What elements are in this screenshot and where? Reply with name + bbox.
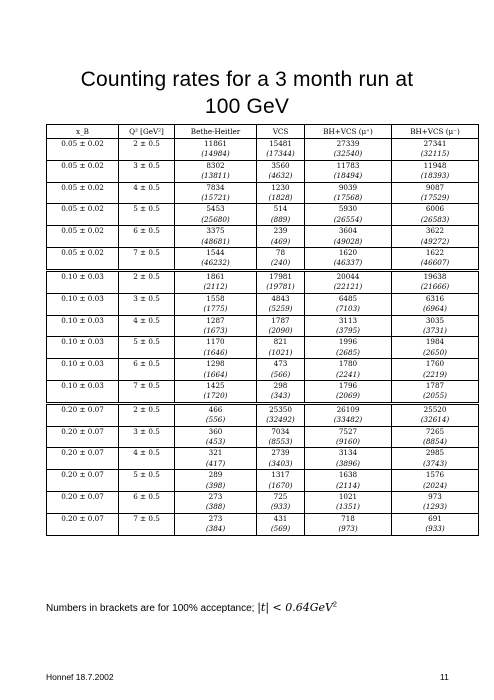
- bethe-heitler-cell: 11861: [175, 139, 257, 150]
- bh-vcs-mu-minus-cell: 25520: [392, 403, 479, 415]
- bethe-heitler-cell-acceptance: (1775): [175, 304, 257, 315]
- empty-cell: [47, 437, 119, 448]
- empty-cell: [47, 171, 119, 182]
- footnote-math: |t| < 0.64GeV: [257, 601, 333, 614]
- title-line-1: Counting rates for a 3 month run at: [80, 68, 414, 91]
- xb-cell: 0.10 ± 0.03: [47, 337, 119, 348]
- bethe-heitler-cell-acceptance: (453): [175, 437, 257, 448]
- table-row-acceptance: [47, 348, 479, 359]
- bh-vcs-mu-minus-cell: 1760: [392, 359, 479, 370]
- vcs-cell: 821: [257, 337, 305, 348]
- header-xb: x_B: [47, 125, 119, 139]
- table-row-acceptance: [47, 215, 479, 226]
- empty-cell: [119, 437, 175, 448]
- bh-vcs-mu-plus-cell: 718: [305, 513, 392, 524]
- slide-title: [0, 66, 494, 120]
- table-row-acceptance: [47, 171, 479, 182]
- q2-cell: 4 ± 0.5: [119, 448, 175, 459]
- empty-cell: [47, 304, 119, 315]
- bh-vcs-mu-plus-cell: 1996: [305, 337, 392, 348]
- q2-cell: 7 ± 0.5: [119, 380, 175, 391]
- bh-vcs-mu-minus-cell-acceptance: (32115): [392, 149, 479, 160]
- table-row: [47, 248, 479, 259]
- q2-cell: 7 ± 0.5: [119, 248, 175, 259]
- vcs-cell-acceptance: (5259): [257, 304, 305, 315]
- table-row: [47, 426, 479, 437]
- vcs-cell-acceptance: (469): [257, 237, 305, 248]
- bethe-heitler-cell: 1861: [175, 270, 257, 282]
- empty-cell: [119, 149, 175, 160]
- bh-vcs-mu-minus-cell: 6316: [392, 293, 479, 304]
- bh-vcs-mu-plus-cell-acceptance: (26554): [305, 215, 392, 226]
- vcs-cell-acceptance: (32492): [257, 415, 305, 426]
- bh-vcs-mu-plus-cell: 3604: [305, 226, 392, 237]
- bh-vcs-mu-plus-cell-acceptance: (2069): [305, 391, 392, 403]
- empty-cell: [119, 304, 175, 315]
- bh-vcs-mu-plus-cell-acceptance: (33482): [305, 415, 392, 426]
- bethe-heitler-cell: 1287: [175, 315, 257, 326]
- q2-cell: 5 ± 0.5: [119, 204, 175, 215]
- empty-cell: [119, 502, 175, 513]
- bh-vcs-mu-minus-cell: 1984: [392, 337, 479, 348]
- bh-vcs-mu-minus-cell-acceptance: (32614): [392, 415, 479, 426]
- bethe-heitler-cell: 1298: [175, 359, 257, 370]
- header-bethe-heitler: Bethe-Heitler: [175, 125, 257, 139]
- table-row-acceptance: [47, 304, 479, 315]
- bh-vcs-mu-minus-cell: 973: [392, 492, 479, 503]
- bh-vcs-mu-minus-cell-acceptance: (1293): [392, 502, 479, 513]
- bh-vcs-mu-minus-cell-acceptance: (26583): [392, 215, 479, 226]
- bethe-heitler-cell: 1170: [175, 337, 257, 348]
- page-number: 11: [440, 672, 449, 682]
- bethe-heitler-cell: 8302: [175, 160, 257, 171]
- xb-cell: 0.05 ± 0.02: [47, 226, 119, 237]
- bethe-heitler-cell: 1425: [175, 380, 257, 391]
- table-row-acceptance: [47, 193, 479, 204]
- bh-vcs-mu-minus-cell: 691: [392, 513, 479, 524]
- table-row: [47, 139, 479, 150]
- bh-vcs-mu-minus-cell-acceptance: (18393): [392, 171, 479, 182]
- table-row: [47, 513, 479, 524]
- vcs-cell: 239: [257, 226, 305, 237]
- bethe-heitler-cell-acceptance: (1664): [175, 370, 257, 381]
- vcs-cell-acceptance: (933): [257, 502, 305, 513]
- vcs-cell-acceptance: (3403): [257, 459, 305, 470]
- table-header-row: [47, 125, 479, 139]
- bh-vcs-mu-minus-cell-acceptance: (2055): [392, 391, 479, 403]
- vcs-cell-acceptance: (343): [257, 391, 305, 403]
- bethe-heitler-cell: 7834: [175, 182, 257, 193]
- xb-cell: 0.10 ± 0.03: [47, 359, 119, 370]
- table-row-acceptance: [47, 481, 479, 492]
- bethe-heitler-cell-acceptance: (417): [175, 459, 257, 470]
- empty-cell: [119, 171, 175, 182]
- bh-vcs-mu-minus-cell-acceptance: (49272): [392, 237, 479, 248]
- empty-cell: [119, 348, 175, 359]
- bethe-heitler-cell: 289: [175, 470, 257, 481]
- bh-vcs-mu-plus-cell-acceptance: (46337): [305, 258, 392, 270]
- bh-vcs-mu-plus-cell: 9039: [305, 182, 392, 193]
- bethe-heitler-cell-acceptance: (384): [175, 524, 257, 535]
- xb-cell: 0.20 ± 0.07: [47, 426, 119, 437]
- bethe-heitler-cell-acceptance: (46232): [175, 258, 257, 270]
- table-row-acceptance: [47, 149, 479, 160]
- empty-cell: [119, 370, 175, 381]
- empty-cell: [119, 193, 175, 204]
- table-row: [47, 204, 479, 215]
- bh-vcs-mu-minus-cell: 2985: [392, 448, 479, 459]
- table-row-acceptance: [47, 282, 479, 293]
- bh-vcs-mu-minus-cell-acceptance: (2024): [392, 481, 479, 492]
- bh-vcs-mu-plus-cell-acceptance: (2241): [305, 370, 392, 381]
- bh-vcs-mu-minus-cell-acceptance: (3731): [392, 326, 479, 337]
- bh-vcs-mu-plus-cell: 3113: [305, 315, 392, 326]
- bh-vcs-mu-minus-cell-acceptance: (3743): [392, 459, 479, 470]
- bh-vcs-mu-plus-cell: 5930: [305, 204, 392, 215]
- header-vcs: VCS: [257, 125, 305, 139]
- vcs-cell-acceptance: (19781): [257, 282, 305, 293]
- bh-vcs-mu-plus-cell-acceptance: (973): [305, 524, 392, 535]
- bh-vcs-mu-minus-cell-acceptance: (21666): [392, 282, 479, 293]
- vcs-cell: 4843: [257, 293, 305, 304]
- bh-vcs-mu-minus-cell-acceptance: (17529): [392, 193, 479, 204]
- bethe-heitler-cell-acceptance: (1673): [175, 326, 257, 337]
- bh-vcs-mu-plus-cell: 3134: [305, 448, 392, 459]
- empty-cell: [47, 237, 119, 248]
- title-line-2: 100 GeV: [204, 95, 290, 118]
- table-row-acceptance: [47, 437, 479, 448]
- xb-cell: 0.20 ± 0.07: [47, 492, 119, 503]
- empty-cell: [119, 481, 175, 492]
- xb-cell: 0.10 ± 0.03: [47, 293, 119, 304]
- bh-vcs-mu-plus-cell-acceptance: (3896): [305, 459, 392, 470]
- table-row: [47, 270, 479, 282]
- bethe-heitler-cell: 3375: [175, 226, 257, 237]
- footnote-exponent: 2: [333, 601, 337, 609]
- vcs-cell: 17981: [257, 270, 305, 282]
- bethe-heitler-cell: 1558: [175, 293, 257, 304]
- table-row: [47, 182, 479, 193]
- table-row: [47, 359, 479, 370]
- xb-cell: 0.10 ± 0.03: [47, 380, 119, 391]
- bethe-heitler-cell-acceptance: (15721): [175, 193, 257, 204]
- empty-cell: [47, 326, 119, 337]
- q2-cell: 2 ± 0.5: [119, 270, 175, 282]
- table-row: [47, 226, 479, 237]
- vcs-cell-acceptance: (240): [257, 258, 305, 270]
- vcs-cell-acceptance: (1670): [257, 481, 305, 492]
- bh-vcs-mu-plus-cell: 20044: [305, 270, 392, 282]
- xb-cell: 0.05 ± 0.02: [47, 248, 119, 259]
- bh-vcs-mu-plus-cell-acceptance: (2685): [305, 348, 392, 359]
- bh-vcs-mu-minus-cell: 19638: [392, 270, 479, 282]
- vcs-cell: 1230: [257, 182, 305, 193]
- bh-vcs-mu-minus-cell-acceptance: (933): [392, 524, 479, 535]
- vcs-cell-acceptance: (569): [257, 524, 305, 535]
- vcs-cell: 2739: [257, 448, 305, 459]
- empty-cell: [47, 415, 119, 426]
- empty-cell: [47, 258, 119, 270]
- bethe-heitler-cell-acceptance: (14984): [175, 149, 257, 160]
- table-row-acceptance: [47, 502, 479, 513]
- table-row: [47, 448, 479, 459]
- bethe-heitler-cell-acceptance: (13811): [175, 171, 257, 182]
- vcs-cell-acceptance: (889): [257, 215, 305, 226]
- bh-vcs-mu-minus-cell: 3622: [392, 226, 479, 237]
- bethe-heitler-cell: 360: [175, 426, 257, 437]
- header-bh-vcs-mu-plus: BH+VCS (μ⁺): [305, 125, 392, 139]
- bh-vcs-mu-plus-cell: 1796: [305, 380, 392, 391]
- bh-vcs-mu-plus-cell: 27339: [305, 139, 392, 150]
- vcs-cell-acceptance: (8553): [257, 437, 305, 448]
- xb-cell: 0.20 ± 0.07: [47, 448, 119, 459]
- vcs-cell-acceptance: (1021): [257, 348, 305, 359]
- table-row-acceptance: [47, 524, 479, 535]
- bh-vcs-mu-plus-cell-acceptance: (32540): [305, 149, 392, 160]
- q2-cell: 5 ± 0.5: [119, 337, 175, 348]
- acceptance-footnote: [46, 601, 337, 614]
- bethe-heitler-cell-acceptance: (1720): [175, 391, 257, 403]
- bethe-heitler-cell: 273: [175, 492, 257, 503]
- xb-cell: 0.05 ± 0.02: [47, 182, 119, 193]
- bh-vcs-mu-plus-cell: 1620: [305, 248, 392, 259]
- bh-vcs-mu-minus-cell: 11948: [392, 160, 479, 171]
- empty-cell: [47, 149, 119, 160]
- empty-cell: [119, 282, 175, 293]
- bh-vcs-mu-plus-cell-acceptance: (9160): [305, 437, 392, 448]
- bh-vcs-mu-plus-cell: 11783: [305, 160, 392, 171]
- bh-vcs-mu-plus-cell-acceptance: (1351): [305, 502, 392, 513]
- vcs-cell: 725: [257, 492, 305, 503]
- bh-vcs-mu-plus-cell-acceptance: (3795): [305, 326, 392, 337]
- empty-cell: [119, 326, 175, 337]
- vcs-cell: 514: [257, 204, 305, 215]
- bethe-heitler-cell: 5453: [175, 204, 257, 215]
- q2-cell: 3 ± 0.5: [119, 426, 175, 437]
- vcs-cell: 431: [257, 513, 305, 524]
- empty-cell: [119, 459, 175, 470]
- bh-vcs-mu-plus-cell: 26109: [305, 403, 392, 415]
- vcs-cell: 1787: [257, 315, 305, 326]
- table-row: [47, 315, 479, 326]
- footnote-text: Numbers in brackets are for 100% acceptance;: [46, 603, 255, 614]
- bethe-heitler-cell-acceptance: (388): [175, 502, 257, 513]
- vcs-cell-acceptance: (1828): [257, 193, 305, 204]
- empty-cell: [47, 391, 119, 403]
- bh-vcs-mu-minus-cell: 27341: [392, 139, 479, 150]
- vcs-cell-acceptance: (566): [257, 370, 305, 381]
- bh-vcs-mu-plus-cell: 1780: [305, 359, 392, 370]
- vcs-cell-acceptance: (4632): [257, 171, 305, 182]
- empty-cell: [47, 524, 119, 535]
- xb-cell: 0.05 ± 0.02: [47, 160, 119, 171]
- bh-vcs-mu-plus-cell-acceptance: (49028): [305, 237, 392, 248]
- bethe-heitler-cell-acceptance: (1646): [175, 348, 257, 359]
- header-q2: Q² [GeV²]: [119, 125, 175, 139]
- q2-cell: 4 ± 0.5: [119, 182, 175, 193]
- vcs-cell: 3560: [257, 160, 305, 171]
- bh-vcs-mu-minus-cell-acceptance: (2650): [392, 348, 479, 359]
- table-row: [47, 293, 479, 304]
- vcs-cell: 473: [257, 359, 305, 370]
- table-row: [47, 337, 479, 348]
- bh-vcs-mu-plus-cell-acceptance: (22121): [305, 282, 392, 293]
- table-row-acceptance: [47, 391, 479, 403]
- vcs-cell: 1317: [257, 470, 305, 481]
- bh-vcs-mu-minus-cell: 1576: [392, 470, 479, 481]
- table-row: [47, 380, 479, 391]
- empty-cell: [47, 502, 119, 513]
- bh-vcs-mu-minus-cell-acceptance: (2219): [392, 370, 479, 381]
- empty-cell: [119, 215, 175, 226]
- xb-cell: 0.20 ± 0.07: [47, 403, 119, 415]
- bethe-heitler-cell: 321: [175, 448, 257, 459]
- empty-cell: [47, 215, 119, 226]
- bethe-heitler-cell-acceptance: (2112): [175, 282, 257, 293]
- footer-location-date: Honnef 18.7.2002: [46, 672, 114, 682]
- empty-cell: [119, 415, 175, 426]
- table-row-acceptance: [47, 415, 479, 426]
- header-bh-vcs-mu-minus: BH+VCS (μ⁻): [392, 125, 479, 139]
- empty-cell: [119, 258, 175, 270]
- q2-cell: 6 ± 0.5: [119, 226, 175, 237]
- bh-vcs-mu-plus-cell: 1021: [305, 492, 392, 503]
- bethe-heitler-cell-acceptance: (25680): [175, 215, 257, 226]
- bh-vcs-mu-plus-cell: 1638: [305, 470, 392, 481]
- table-row-acceptance: [47, 258, 479, 270]
- bh-vcs-mu-plus-cell-acceptance: (17568): [305, 193, 392, 204]
- empty-cell: [47, 193, 119, 204]
- bethe-heitler-cell-acceptance: (48681): [175, 237, 257, 248]
- table-row-acceptance: [47, 326, 479, 337]
- vcs-cell-acceptance: (17344): [257, 149, 305, 160]
- vcs-cell: 298: [257, 380, 305, 391]
- bh-vcs-mu-plus-cell-acceptance: (18494): [305, 171, 392, 182]
- bh-vcs-mu-minus-cell: 9087: [392, 182, 479, 193]
- empty-cell: [119, 524, 175, 535]
- table-row-acceptance: [47, 370, 479, 381]
- vcs-cell: 7034: [257, 426, 305, 437]
- q2-cell: 3 ± 0.5: [119, 160, 175, 171]
- vcs-cell: 25350: [257, 403, 305, 415]
- bethe-heitler-cell: 273: [175, 513, 257, 524]
- bh-vcs-mu-minus-cell-acceptance: (46607): [392, 258, 479, 270]
- bh-vcs-mu-minus-cell: 3035: [392, 315, 479, 326]
- xb-cell: 0.05 ± 0.02: [47, 139, 119, 150]
- bh-vcs-mu-plus-cell: 7527: [305, 426, 392, 437]
- empty-cell: [119, 237, 175, 248]
- bh-vcs-mu-minus-cell: 7265: [392, 426, 479, 437]
- table-row-acceptance: [47, 459, 479, 470]
- bh-vcs-mu-minus-cell: 6006: [392, 204, 479, 215]
- table-row-acceptance: [47, 237, 479, 248]
- empty-cell: [119, 391, 175, 403]
- xb-cell: 0.05 ± 0.02: [47, 204, 119, 215]
- q2-cell: 6 ± 0.5: [119, 359, 175, 370]
- bh-vcs-mu-minus-cell: 1787: [392, 380, 479, 391]
- empty-cell: [47, 481, 119, 492]
- counting-rates-table: [46, 124, 479, 536]
- vcs-cell-acceptance: (2090): [257, 326, 305, 337]
- xb-cell: 0.10 ± 0.03: [47, 315, 119, 326]
- table-row: [47, 403, 479, 415]
- table-row: [47, 492, 479, 503]
- bh-vcs-mu-minus-cell: 1622: [392, 248, 479, 259]
- q2-cell: 5 ± 0.5: [119, 470, 175, 481]
- bh-vcs-mu-minus-cell-acceptance: (8854): [392, 437, 479, 448]
- q2-cell: 3 ± 0.5: [119, 293, 175, 304]
- vcs-cell: 78: [257, 248, 305, 259]
- empty-cell: [47, 282, 119, 293]
- xb-cell: 0.10 ± 0.03: [47, 270, 119, 282]
- q2-cell: 6 ± 0.5: [119, 492, 175, 503]
- bethe-heitler-cell-acceptance: (556): [175, 415, 257, 426]
- bh-vcs-mu-plus-cell-acceptance: (2114): [305, 481, 392, 492]
- q2-cell: 7 ± 0.5: [119, 513, 175, 524]
- xb-cell: 0.20 ± 0.07: [47, 513, 119, 524]
- table-row: [47, 470, 479, 481]
- bh-vcs-mu-minus-cell-acceptance: (6964): [392, 304, 479, 315]
- empty-cell: [47, 370, 119, 381]
- table-body: [47, 139, 479, 536]
- bethe-heitler-cell: 466: [175, 403, 257, 415]
- empty-cell: [47, 459, 119, 470]
- q2-cell: 4 ± 0.5: [119, 315, 175, 326]
- bethe-heitler-cell: 1544: [175, 248, 257, 259]
- bh-vcs-mu-plus-cell: 6485: [305, 293, 392, 304]
- bethe-heitler-cell-acceptance: (398): [175, 481, 257, 492]
- q2-cell: 2 ± 0.5: [119, 403, 175, 415]
- q2-cell: 2 ± 0.5: [119, 139, 175, 150]
- table-row: [47, 160, 479, 171]
- empty-cell: [47, 348, 119, 359]
- vcs-cell: 15481: [257, 139, 305, 150]
- bh-vcs-mu-plus-cell-acceptance: (7103): [305, 304, 392, 315]
- xb-cell: 0.20 ± 0.07: [47, 470, 119, 481]
